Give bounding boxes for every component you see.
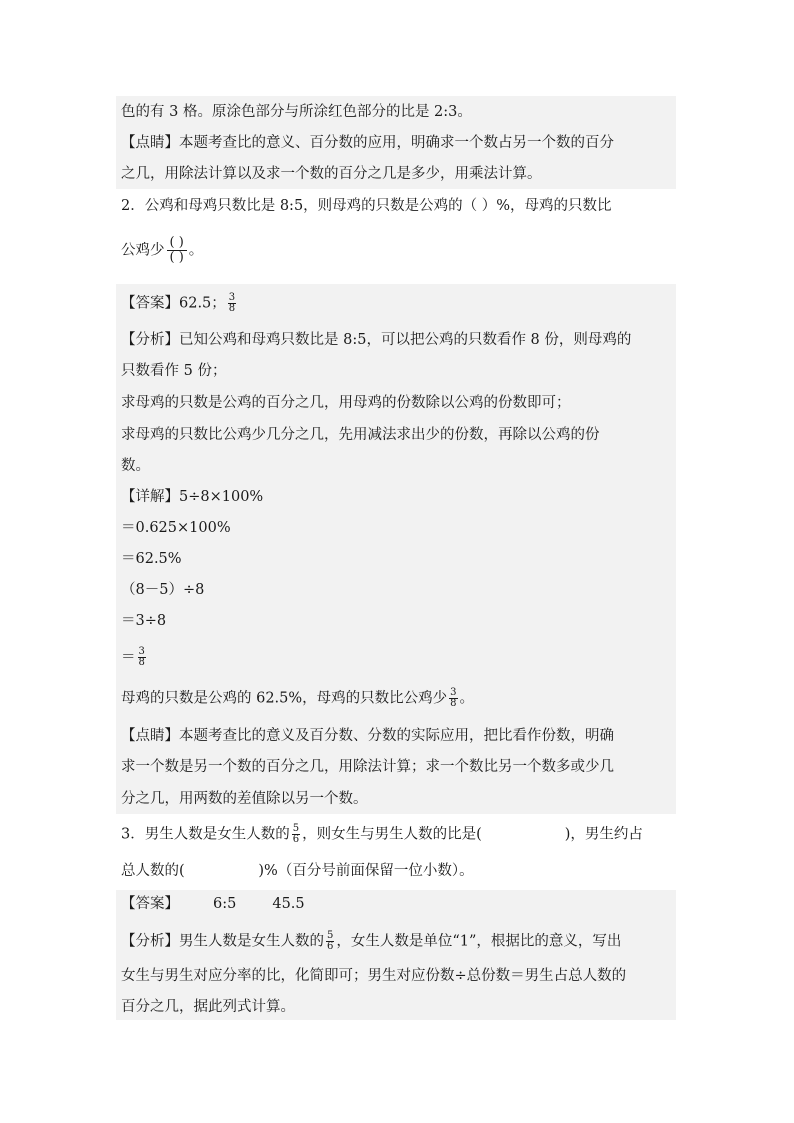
blank-numerator: ( ) [167,236,187,251]
fraction-denominator: 6 [327,941,334,952]
block1-tip-line2: 之几，用除法计算以及求一个数的百分之几是多少，用乘法计算。 [121,166,542,182]
blank-denominator: ( ) [169,250,184,265]
fraction-numerator: 3 [138,646,145,657]
conclusion-text: 母鸡的只数是公鸡的 62.5%，母鸡的只数比公鸡少 [121,690,448,707]
q3-analysis-line1 [121,931,621,952]
question-3-line2: 总人数的( )%（百分号前面保留一位小数）。 [121,863,474,879]
q2-detail-line1: 【详解】5÷8×100% [121,489,264,505]
fraction-numerator: 3 [228,292,236,303]
q2-detail-line4: （8－5）÷8 [121,582,205,598]
fraction-numerator: 3 [450,687,457,698]
analysis-suffix: ，女生人数是单位“1”，根据比的意义，写出 [336,933,622,950]
q2-analysis-line2: 只数看作 5 份； [121,363,227,379]
q2-detail-line5: ＝3÷8 [121,613,167,629]
q3-analysis-line2: 女生与男生对应分率的比，化简即可；男生对应份数÷总份数＝男生占总人数的 [121,968,627,984]
q3-answer [121,894,305,914]
analysis-prefix: 【分析】男生人数是女生人数的 [121,933,324,950]
question-3-line1 [121,824,643,845]
q2-analysis-line3: 求母鸡的只数是公鸡的百分之几，用母鸡的份数除以公鸡的份数即可； [121,395,571,411]
q2-detail-line6 [121,647,148,668]
q2-tip-line3: 分之几，用两数的差值除以另一个数。 [121,791,368,807]
q3-answer-percent: 45.5 [272,896,305,912]
q2-tip-line2: 求一个数是另一个数的百分之几，用除法计算；求一个数比另一个数多或少几 [121,759,614,775]
q2-answer [121,293,238,314]
q2-tip-line1: 【点睛】本题考查比的意义及百分数、分数的实际应用，把比看作份数，明确 [121,728,614,744]
q2-analysis-line5: 数。 [121,458,150,474]
q2-answer-fraction [228,293,236,314]
equals-sign: ＝ [121,649,136,666]
block1-line1: 色的有 3 格。原涂色部分与所涂红色部分的比是 2:3。 [121,104,472,120]
question-3-suffix: ，则女生与男生人数的比是( )，男生约占 [302,826,643,843]
fraction-denominator: 6 [292,834,300,845]
fraction-denominator: 8 [138,657,145,668]
q2-answer-label: 【答案】62.5； [121,295,226,312]
q2-detail-line2: ＝0.625×100% [121,520,231,536]
q3-analysis-line3: 百分之几，据此列式计算。 [121,999,295,1015]
question-3-fraction [292,824,300,845]
q2-conclusion [121,688,474,709]
question-2-blank-fraction[interactable] [167,236,187,265]
q2-analysis-line1: 【分析】已知公鸡和母鸡只数比是 8:5，可以把公鸡的只数看作 8 份，则母鸡的 [121,332,632,348]
question-2-suffix: 。 [188,242,204,259]
conclusion-period: 。 [459,690,475,707]
fraction-numerator: 5 [292,823,300,834]
fraction-denominator: 8 [450,698,457,709]
question-2-line1: 2．公鸡和母鸡只数比是 8:5，则母鸡的只数是公鸡的（ ）%，母鸡的只数比 [121,198,612,214]
question-3-prefix: 3．男生人数是女生人数的 [121,826,290,843]
q2-conclusion-fraction [449,688,457,709]
q2-detail-line3: ＝62.5% [121,551,182,567]
q3-answer-label: 【答案】 [121,896,179,912]
q2-analysis-line4: 求母鸡的只数比公鸡少几分之几，先用减法求出少的份数，再除以公鸡的份 [121,427,600,443]
question-2-line2 [121,236,203,265]
q3-answer-ratio: 6:5 [213,896,237,912]
question-2-prefix: 公鸡少 [121,242,165,259]
fraction-denominator: 8 [228,303,236,314]
block1-tip-line1: 【点睛】本题考查比的意义、百分数的应用，明确求一个数占另一个数的百分 [121,135,614,151]
q3-analysis-fraction [326,931,334,952]
q2-detail-fraction [138,647,146,668]
fraction-numerator: 5 [327,930,334,941]
